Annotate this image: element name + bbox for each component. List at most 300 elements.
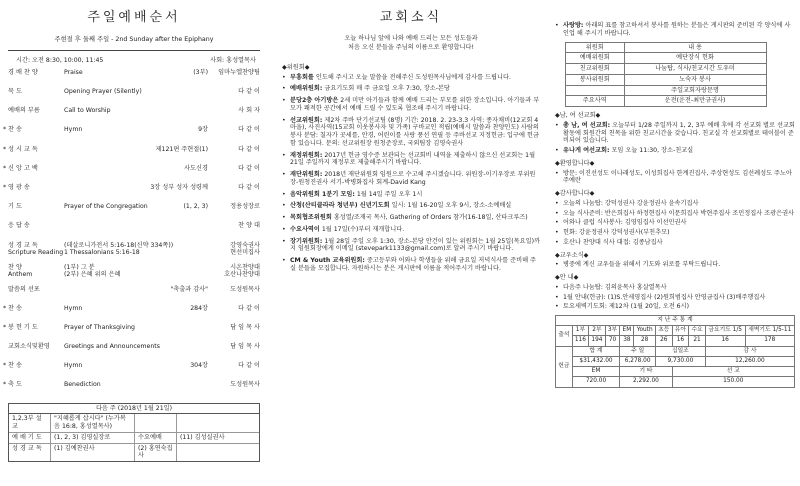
bullet-icon: • — [282, 190, 286, 198]
schedule-cell: (1) 김예찬권사 — [51, 444, 135, 462]
bullet-icon: • — [555, 238, 559, 246]
order-lead — [212, 242, 260, 258]
committee-cell: 친교위원회 — [566, 64, 625, 75]
order-lead — [212, 286, 260, 294]
order-name: 신 앙 고 백 — [8, 164, 38, 172]
order-detail: 3장 성부 성자 성령께 — [150, 183, 208, 191]
order-lead — [212, 264, 260, 280]
section-item — [555, 294, 795, 302]
order-lead — [212, 165, 260, 173]
attendance-header: 2부 — [589, 326, 606, 336]
attendance-header: 새벽기도 1/5-11 — [745, 326, 795, 336]
order-desc — [64, 305, 212, 313]
offering-header: 십일조 — [655, 346, 705, 356]
sarang-item — [555, 22, 795, 38]
attendance-header: 금요기도 1/5 — [705, 326, 745, 336]
bullet-icon: • — [555, 303, 559, 311]
announcement-title: 분당2층 아기방은 — [290, 97, 339, 104]
announcement-item — [282, 226, 540, 234]
committee-header: 내 용 — [624, 42, 766, 53]
required-mark: * — [3, 145, 7, 153]
announcement-title: CM & Youth 교육위원회: — [290, 257, 365, 264]
bullet-icon: • — [282, 151, 286, 159]
section-item-wrap — [563, 219, 795, 227]
bullet-icon: • — [282, 116, 286, 124]
section-item-text: 토요새벽기도회: 제12차 (1월 20일, 오전 6시) — [563, 303, 690, 311]
section-item-text: 호산나 찬양대 식사 대접: 김종남집사 — [563, 238, 663, 246]
order-leader: 찬 양 대 — [238, 222, 260, 230]
bullet-icon: • — [555, 22, 559, 29]
order-name: 교회소식및환영 — [8, 343, 50, 351]
attendance-value: 26 — [655, 336, 672, 346]
stats-table — [555, 315, 795, 388]
order-lead — [212, 381, 260, 389]
order-row — [8, 203, 260, 222]
order-lead — [212, 184, 260, 192]
announcement-item — [282, 214, 540, 222]
announcements-column — [282, 0, 540, 486]
section-item-wrap — [563, 170, 795, 186]
order-desc — [64, 184, 212, 192]
committee-row — [566, 53, 767, 64]
order-desc — [64, 146, 212, 154]
order-desc — [64, 286, 212, 294]
attendance-value: 194 — [589, 336, 606, 346]
order-desc — [64, 264, 212, 280]
committee-row — [566, 74, 767, 85]
section-item-text: 1월 안내(헌금): (1)S.안세영집사 (2)원희범집사 안영금집사 (3)배주행집사 — [563, 293, 766, 301]
order-name: 묵 도 — [8, 88, 22, 96]
bullet-icon: • — [555, 169, 559, 177]
bullet-icon: • — [555, 199, 559, 207]
section-item — [555, 284, 795, 292]
order-name: 예배의 부름 — [8, 107, 40, 115]
order-name: 기 도 — [8, 203, 22, 211]
committee-cell: 노숙자 봉사 — [624, 74, 766, 85]
order-detail: 9장 — [198, 126, 208, 134]
section-item-wrap — [563, 294, 795, 302]
section-item-text: 오늘 식사준비: 반은희집사 하정현집사 이문희집사 박현주집사 조민정집사 조광은권사 — [563, 209, 795, 217]
announcement-item — [282, 191, 540, 199]
announcement-item — [282, 85, 540, 93]
required-mark: * — [3, 323, 7, 331]
order-desc — [64, 343, 212, 351]
announcement-text-wrap — [290, 257, 540, 273]
order-leader: 임마누엘찬양팀 — [218, 68, 260, 76]
schedule-cell — [135, 414, 177, 432]
section-item — [555, 239, 795, 247]
schedule-cell: (2) 홍연숙집사 — [135, 444, 177, 462]
bullet-icon: • — [555, 293, 559, 301]
offering-header: 주 일 — [620, 346, 656, 356]
order-name — [8, 264, 64, 280]
section-item-wrap — [563, 261, 795, 269]
order-desc — [64, 324, 212, 332]
section — [555, 252, 795, 270]
announcement-text: 2세 미만 아기들과 함께 예배 드리는 부모를 위한 장소입니다. 아기들과 부모가 쾌적한 공간에서 예배 드릴 수 있도록 협조해 주시기 바랍니다. — [290, 97, 540, 112]
section-item-text: 오늘부터 1/28 주일까지 1, 2, 3부 예배 후에 각 선교회 별로 선교회 활동에 회원간의 친목을 위한 친교시간을 갖습니다. 친교실 각 선교회별로 테이블이 준비되어 있습니다. — [563, 121, 795, 145]
attendance-header: 유아 — [672, 326, 689, 336]
announcement-text: 중고등부와 어와나 학생들을 위해 금요일 저녁식사를 준비해 주실 분들을 모집합니다. 자원하시는 분은 게시판에 이름을 적어주시기 바랍니다. — [290, 257, 536, 272]
schedule-cell: "지혜롭게 삽시다" (누가복음 16:8, 홍성열목사) — [51, 414, 135, 432]
announcement-text: 1월 28일 주일 오후 1:30, 장소-본당 안건이 있는 위원회는 1월 25일(목요일)까지 임원회장에게 이메일 (stevepark1133@gmail.com)로 알려 주시기 바랍니다. — [290, 237, 540, 253]
order-desc — [64, 242, 212, 258]
bullet-icon: • — [555, 121, 559, 129]
bullet-icon: • — [282, 202, 286, 210]
right-column — [555, 0, 795, 486]
order-desc-en: Prayer of Thanksgiving — [64, 323, 135, 331]
next-week-schedule — [8, 403, 260, 463]
order-lead — [212, 203, 260, 211]
order-name: 찬 송 — [8, 362, 22, 370]
order-desc — [64, 107, 212, 115]
required-mark: * — [3, 362, 7, 370]
attendance-value: 178 — [745, 336, 795, 346]
attendance-label: 출석 — [556, 326, 573, 346]
order-desc — [64, 203, 212, 211]
offering-header: 기 타 — [620, 367, 672, 377]
committee-heading: ◆위원회◆ — [282, 63, 310, 71]
announcement-item — [282, 97, 540, 113]
offering-value: $31,432.00 — [572, 356, 620, 366]
order-desc-en: Benediction — [64, 381, 101, 389]
order-desc-en: Hymn — [64, 126, 83, 134]
section-item — [555, 219, 795, 227]
order-lead — [212, 107, 260, 115]
bullet-icon: • — [282, 214, 286, 221]
service-times: 시간: 오전 8:30, 10:00, 11:45 — [16, 57, 104, 65]
order-desc — [64, 126, 212, 134]
order-lead — [212, 69, 260, 77]
section — [555, 190, 795, 247]
offering-value: 6,278.00 — [620, 356, 656, 366]
order-row — [8, 286, 260, 305]
order-desc-2: 1 Thessalonians 5:16-18 — [64, 249, 140, 257]
offering-header: 선 교 — [672, 367, 794, 377]
announcement-text: 금요기도회 매 주 금요일 오후 7:30, 장소-본당 — [324, 85, 450, 93]
announcement-item — [282, 238, 540, 254]
bullet-icon: • — [282, 85, 286, 93]
sarang-title: 사랑방: — [563, 22, 584, 29]
announcement-text-wrap — [290, 152, 540, 168]
announcement-text-wrap — [290, 226, 540, 234]
announcement-item — [282, 152, 540, 168]
order-name-text: 성 경 교 독 — [8, 241, 38, 249]
service-time-row — [8, 55, 260, 69]
order-leader: 도성원목사 — [230, 381, 260, 389]
offering-value: 2,292.00 — [620, 377, 672, 387]
attendance-header: 수요 — [689, 326, 706, 336]
order-desc-en: Hymn — [64, 304, 83, 312]
order-detail: 사도신경 — [184, 164, 208, 172]
announcement-text: 1월 17일(수)부터 재개합니다. — [321, 225, 405, 233]
order-desc-2: (2부) 은혜 위의 은혜 — [64, 271, 121, 279]
bullet-icon: • — [555, 283, 559, 291]
announcement-text-wrap — [290, 85, 540, 93]
section — [555, 160, 795, 185]
required-mark: * — [3, 126, 7, 134]
worship-subtitle: 주현절 후 둘째 주일 - 2nd Sunday after the Epiphany — [54, 36, 214, 44]
section — [555, 112, 795, 155]
order-detail: "축출과 감사" — [170, 285, 208, 293]
required-mark: * — [3, 304, 7, 312]
order-name — [8, 242, 64, 258]
bullet-icon: • — [282, 171, 286, 178]
order-desc — [64, 88, 212, 96]
order-detail: 제121편 주현절(1) — [155, 145, 208, 153]
order-leader: 도성원목사 — [230, 285, 260, 293]
schedule-row — [9, 433, 259, 444]
section-item — [555, 170, 795, 186]
order-row — [8, 222, 260, 241]
section-item-text: 오늘의 나눔탑: 강덕성권사 강윤정권사 윤속기집사 — [563, 199, 699, 207]
committee-cell: 주일교회자랑문명 — [624, 85, 766, 96]
required-mark: * — [3, 164, 7, 172]
schedule-cell: (11) 김성실권사 — [180, 433, 225, 441]
order-name: 찬 송 — [8, 304, 22, 312]
announcement-item — [282, 257, 540, 273]
section-heading: ◆교우소식◆ — [555, 251, 589, 259]
schedule-cell: 성 경 교 독 — [9, 444, 51, 462]
section-item — [555, 200, 795, 208]
announcement-title: 부흥회를 — [290, 73, 314, 81]
announcement-title: 음악위원회 1분기 모임: — [290, 190, 355, 198]
order-row — [3, 362, 260, 381]
sarang-text: 아래의 표를 참고하셔서 봉사를 원하는 분들은 게시판의 준비된 각 양식에 사인업 해 주시기 바랍니다. — [563, 22, 791, 37]
bullet-icon: • — [282, 225, 286, 233]
order-leader-2: 호산나찬양대 — [224, 271, 260, 279]
offering-header: 감 사 — [705, 346, 794, 356]
announcement-text: 일시: 1월 16-20일 오후 9시, 장소-소예배실 — [391, 202, 512, 210]
worship-order-title: 주일예배순서 — [87, 10, 181, 25]
order-name: 성 시 교 독 — [8, 145, 38, 153]
announcement-text-wrap — [290, 171, 540, 187]
section-item-wrap — [563, 210, 795, 218]
bullet-icon: • — [282, 73, 286, 81]
order-row — [3, 126, 260, 145]
welcome-line-2: 처음 오신 분들을 주님의 이름으로 환영합니다! — [348, 44, 474, 51]
announcement-text: 제2차 주바 단기선교팀 (8명) 기간: 2018. 2. 23-3.3 사역: 종자채비(12교회 4마을), 사진사역(15교회 이웃봉사자 및 가족) 구바교인 적립(예배시 말씀과 찬양인도) 사람의 봉사 분담: 칠자가 곳세를, 안경, 어린이를 사랑 풍선 연필 등 주바선교 지정헌금: 입구에 헌금함 있습니다. 문의: 선교위원장 원청준장로, 국외팀장 김영숙권사 — [290, 116, 539, 147]
order-leader: 담 임 목 사 — [230, 323, 260, 331]
section-item-title: 총 남, 여 선교회: — [563, 121, 611, 129]
schedule-cell: 1,2,3부 설 교 — [9, 414, 51, 432]
announcement-text-wrap — [290, 97, 540, 113]
section-item — [555, 122, 795, 145]
order-leader: 다 같 이 — [238, 164, 260, 172]
order-desc-en: Opening Prayer (Silently) — [64, 88, 142, 96]
divider — [8, 50, 260, 51]
attendance-value: 38 — [620, 336, 634, 346]
announcement-text: 2018년 재단위원회 임원으로 수고해 주시겠습니다. 위원장-이기우장로 부위원장-원청진권사 서기-박병화집사 회계-David Kang — [290, 171, 536, 186]
order-desc — [64, 165, 212, 173]
announcement-text: 인도해 주시고 오늘 말씀을 전해주신 도성원목사님에게 감사를 드립니다. — [315, 73, 511, 81]
committee-cell: 나눔탑, 식사/친교시간 도우미 — [624, 64, 766, 75]
order-row — [8, 343, 260, 362]
attendance-value: 70 — [605, 336, 620, 346]
order-desc — [64, 362, 212, 370]
section-item — [555, 229, 795, 237]
announcement-text: 2017년 헌금 영수증 보관되는 선교회비 내역을 제출하시 않으신 선교회는 1월 21일 주일까지 재정부로 제출해주시기 바랍니다. — [290, 151, 536, 167]
offering-header: 합 계 — [572, 346, 620, 356]
schedule-cell: 수요예배 — [135, 433, 177, 443]
bullet-icon: • — [555, 147, 559, 154]
required-mark: * — [3, 183, 7, 191]
order-list — [3, 68, 260, 401]
worship-order-column — [3, 0, 260, 486]
bullet-icon: • — [555, 209, 559, 217]
order-leader: 다 같 이 — [238, 183, 260, 191]
announcement-text: 1월 14일 주일 오후 1시 — [356, 190, 423, 198]
schedule-cell: 예 배 기 도 — [9, 433, 51, 443]
committee-row — [566, 85, 767, 96]
order-leader: 다 같 이 — [238, 88, 260, 96]
order-leader: 사 회 자 — [238, 107, 260, 115]
order-name: 축 도 — [8, 381, 22, 389]
announcement-item — [282, 117, 540, 148]
order-detail: 304장 — [190, 362, 208, 370]
section-item-wrap — [563, 239, 795, 247]
officiant: 사회: 홍성열목사 — [210, 57, 256, 65]
section-item-wrap — [563, 200, 795, 208]
order-leader: 다 같 이 — [238, 362, 260, 370]
offering-label: 헌금 — [556, 346, 573, 387]
schedule-cell — [177, 444, 259, 462]
order-row — [8, 69, 260, 88]
order-desc-en: (데살로니가전서 5:16-18(신약 334쪽)) — [64, 241, 174, 249]
section-heading: ◆환영합니다◆ — [555, 159, 595, 167]
section-item-text: 헌화: 강윤정권사 강덕성권사(부친추모) — [563, 229, 670, 236]
announcement-item — [282, 202, 540, 210]
announcement-title: 수요사역이 — [290, 225, 320, 233]
offering-value: 12,260.00 — [705, 356, 794, 366]
announcement-text-wrap — [290, 214, 540, 222]
announcement-title: 예배위원회: — [290, 85, 323, 93]
bullet-icon: • — [282, 257, 286, 264]
order-lead — [212, 305, 260, 313]
order-row — [3, 183, 260, 203]
order-lead — [212, 324, 260, 332]
attendance-value: 16 — [705, 336, 745, 346]
section-item-text: 방문: 이진선성도 이나래성도, 이성희집사 한계진집사, 주상현성도 김선례성도 주노아 주예란 — [563, 169, 792, 185]
section-item-text: 다음주 나눔탑: 김의윤목사 홍살열목사 — [563, 283, 667, 291]
order-row — [8, 107, 260, 126]
order-name-text: 찬 양 — [8, 263, 22, 271]
attendance-header: 초등 — [655, 326, 672, 336]
order-detail: (1, 2, 3) — [183, 203, 208, 211]
announcement-text: 홍성열/조재국 목사, Gathering of Orders 참가(16-18일, 산타크루즈) — [333, 214, 528, 221]
schedule-cell — [177, 414, 259, 432]
attendance-value: 28 — [634, 336, 656, 346]
section-item — [555, 303, 795, 311]
section-item — [555, 261, 795, 269]
order-desc-en: Call to Worship — [64, 107, 111, 115]
announcement-text-wrap — [290, 117, 540, 148]
committee-cell: 봉사위원회 — [566, 74, 625, 85]
section — [555, 274, 795, 311]
section-item-title: 유나게 여선교회: — [563, 147, 610, 154]
schedule-row — [9, 414, 259, 433]
schedule-row — [9, 444, 259, 462]
committee-cell: 예단장식 헌화 — [624, 53, 766, 64]
attendance-value: 16 — [672, 336, 689, 346]
order-lead — [212, 88, 260, 96]
bullet-icon: • — [555, 261, 559, 269]
order-desc-en: Prayer of the Congregation — [64, 203, 148, 211]
order-lead — [212, 126, 260, 134]
order-desc-en: Hymn — [64, 362, 83, 370]
order-name-en: Scripture Reading — [8, 249, 64, 257]
offering-value: 150.00 — [672, 377, 794, 387]
announcement-title: 산청(산티클라라 청년부) 신년기도회 — [290, 202, 390, 210]
offering-value: 9,730.00 — [655, 356, 705, 366]
announcements-title: 교회소식 — [379, 10, 443, 25]
order-leader: 다 같 이 — [238, 304, 260, 312]
announcement-text-wrap — [290, 238, 540, 254]
section-item-text: 병중에 계신 교우들을 위해서 기도와 위로를 부탁드립니다. — [563, 261, 721, 269]
committee-cell: 예배위원회 — [566, 53, 625, 64]
section-item-text: 어와나 클럽 식사봉사: 김영임집사 이선민권사 — [563, 219, 687, 227]
order-row — [3, 381, 260, 400]
attendance-header: 1부 — [572, 326, 589, 336]
announcement-item — [282, 74, 540, 82]
order-detail: 284장 — [190, 304, 208, 312]
committee-cell: 주요사역 — [566, 96, 625, 107]
announcement-title: 재정위원회: — [290, 151, 323, 159]
order-row — [3, 323, 260, 343]
announcement-title: 재단위원회: — [290, 171, 323, 178]
order-leader-2: 현선미집사 — [230, 249, 260, 257]
order-desc — [64, 381, 212, 389]
section-heading: ◆감사합니다◆ — [555, 190, 595, 197]
order-detail: (3부) — [193, 68, 208, 76]
order-desc-en: Praise — [64, 68, 83, 76]
required-mark: * — [3, 381, 7, 389]
order-lead — [212, 146, 260, 154]
section-item — [555, 210, 795, 218]
announcement-text-wrap — [290, 202, 540, 210]
order-row — [3, 145, 260, 165]
bullet-icon: • — [282, 97, 286, 104]
order-lead — [212, 222, 260, 230]
order-lead — [212, 362, 260, 370]
stats-header: 지 난 주 통 계 — [556, 316, 795, 326]
bullet-icon: • — [555, 229, 559, 236]
attendance-value: 116 — [572, 336, 589, 346]
order-leader: 다 같 이 — [238, 145, 260, 153]
order-row — [8, 242, 260, 264]
order-leader: 정용성장로 — [230, 203, 260, 211]
order-leader: 다 같 이 — [238, 126, 260, 134]
announcement-title: 선교위원회: — [290, 116, 323, 124]
bullet-icon: • — [555, 219, 559, 227]
committee-row — [566, 96, 767, 107]
order-row — [8, 264, 260, 286]
order-name: 경 배 찬 양 — [8, 68, 38, 76]
order-name: 봉 헌 기 도 — [8, 323, 38, 331]
section-item — [555, 147, 795, 155]
committee-cell: 운전(운전-최만규권사) — [624, 96, 766, 107]
order-name: 찬 송 — [8, 126, 22, 134]
announcement-text-wrap — [290, 191, 540, 199]
attendance-header: Youth — [634, 326, 656, 336]
order-row — [3, 304, 260, 324]
order-desc-en: (1부) 그 분 — [64, 263, 95, 271]
section-item-wrap — [563, 122, 795, 145]
order-desc — [64, 69, 212, 77]
order-name: 영 광 송 — [8, 183, 30, 191]
order-name-en: Anthem — [8, 271, 33, 279]
order-desc-en: Greetings and Announcements — [64, 343, 160, 351]
